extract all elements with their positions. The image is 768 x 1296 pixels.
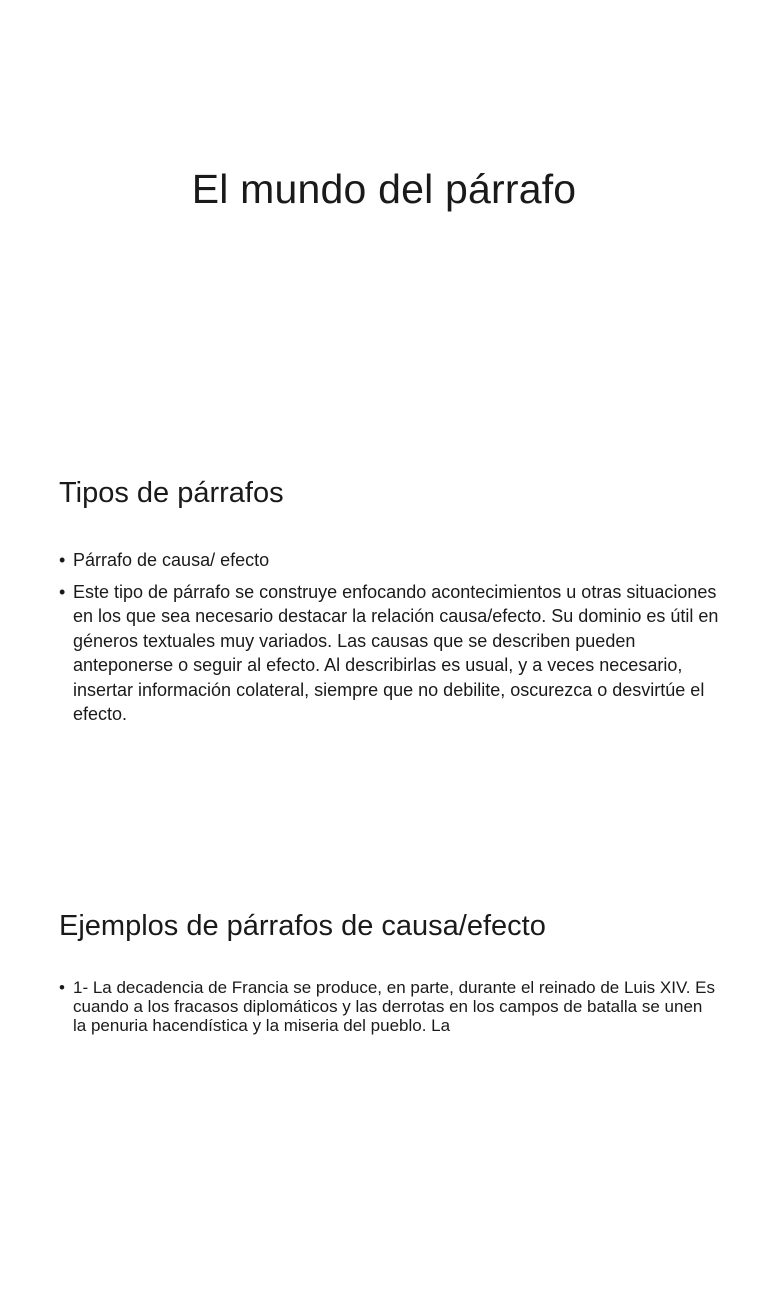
slide-heading: Ejemplos de párrafos de causa/efecto (59, 910, 546, 942)
list-item (59, 548, 719, 573)
bullet-list (59, 978, 719, 1042)
list-item (59, 978, 719, 1035)
bullet-icon: • (59, 978, 65, 997)
bullet-icon: • (59, 550, 66, 570)
bullet-text: Este tipo de párrafo se construye enfocando acontecimientos u otras situaciones en los que sea necesario destacar la relación causa/efecto. Su dominio es útil en géneros textuales muy variados. Las causas que se describen pueden anteponerse o seguir al efecto. Al describirlas es usual, y a veces necesario, insertar información colateral, siempre que no debilite, oscurezca o desvirtúe el efecto. (73, 581, 719, 724)
bullet-list (59, 548, 719, 734)
slide-heading: Tipos de párrafos (59, 477, 284, 509)
bullet-icon: • (59, 581, 66, 602)
document-title: El mundo del párrafo (191, 166, 577, 212)
title-slide (0, 0, 768, 432)
bullet-text: Párrafo de causa/ efecto (73, 550, 270, 570)
list-item (59, 580, 719, 727)
examples-slide (0, 864, 768, 1296)
bullet-text: 1- La decadencia de Francia se produce, en parte, durante el reinado de Luis XIV. Es cuando a los fracasos diplomáticos y las derrotas en los campos de batalla se unen la penuria hacendística y la miseria del pueblo. La (73, 978, 716, 1035)
types-slide (0, 432, 768, 864)
